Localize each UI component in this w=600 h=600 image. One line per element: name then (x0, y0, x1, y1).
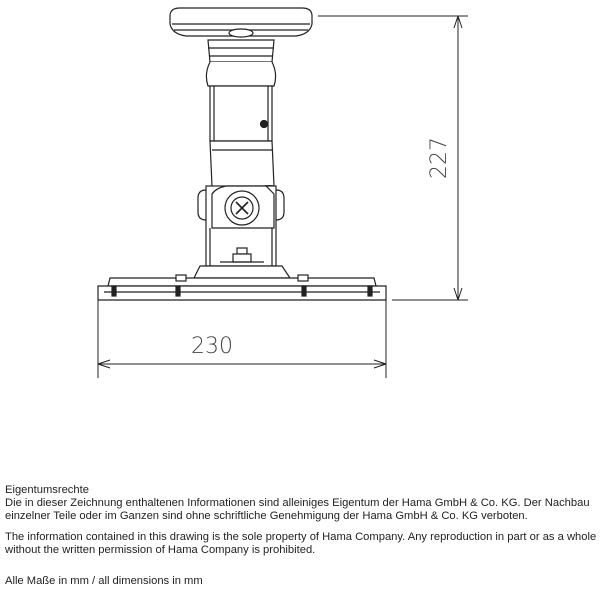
width-dimension-line (98, 300, 386, 378)
notes-german-text: Die in dieser Zeichnung enthaltenen Informationen sind alleiniges Eigentum der Hama GmbH & Co. KG. Der Nachbau einzelner Teile oder im Ganzen sind ohne schriftliche Genehmigung der Hama GmbH & Co. KG verboten. (5, 497, 590, 522)
notes-english-text: The information contained in this drawing is the sole property of Hama Company. Any reproduction in part or as a whole without the written permission of Hama Company is prohibited. (5, 531, 597, 556)
ownership-notes (5, 484, 597, 557)
dimensions-note: Alle Maße in mm / all dimensions in mm (5, 575, 203, 587)
upper-column (206, 40, 275, 192)
projector-plate (98, 266, 386, 300)
width-dimension-label: 230 (191, 334, 233, 359)
height-dimension-label: 227 (427, 137, 452, 179)
ceiling-plate (170, 8, 312, 37)
notes-heading: Eigentumsrechte (5, 484, 89, 496)
locking-screw-icon (261, 121, 268, 128)
